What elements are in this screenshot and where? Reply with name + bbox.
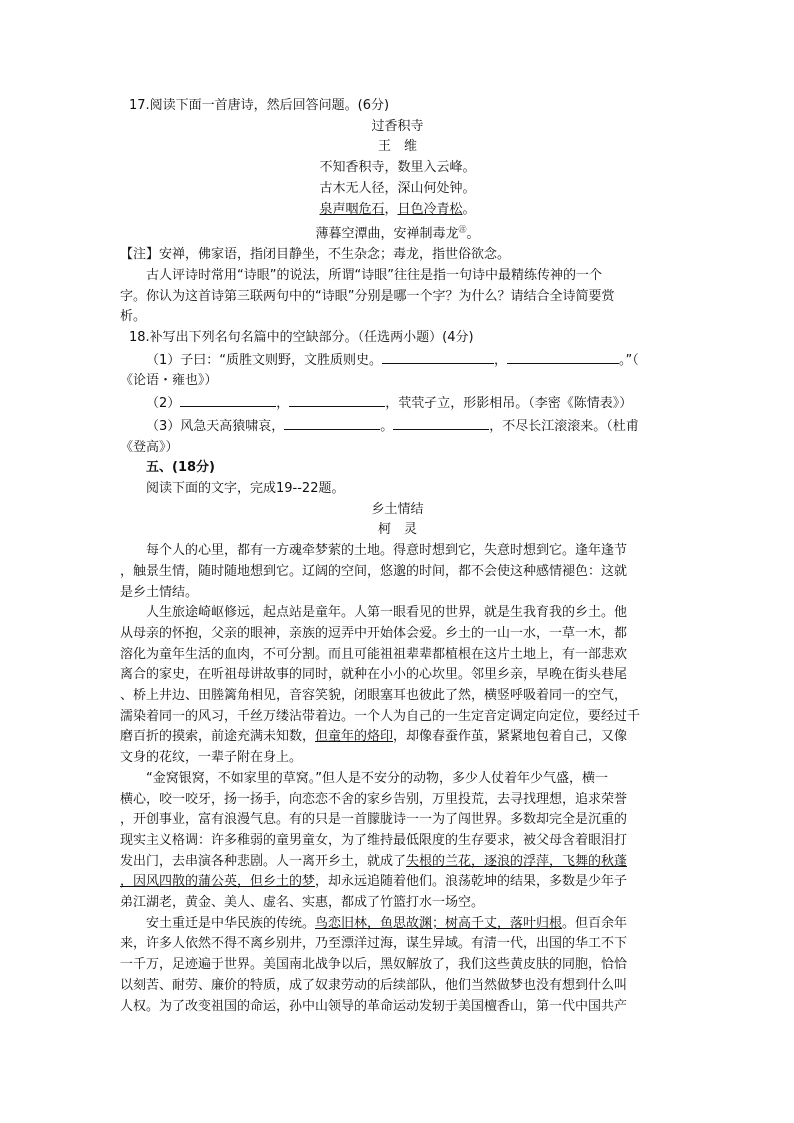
essay-line: 人权。为了改变祖国的命运，孙中山领导的革命运动发轫于美国檀香山，第一代中国共产	[120, 998, 628, 1014]
q18-item-2	[120, 392, 675, 415]
q18-item-1-source: 《论语・雍也》）	[120, 373, 218, 389]
essay-line: 弟江湖老，黄金、美人、虚名、实惠，都成了竹篮打水一场空。	[120, 895, 485, 911]
q17-question: 析。	[120, 309, 147, 325]
essay-line: 离合的家史，在听祖母讲故事的同时，就种在小小的心坎里。邻里乡亲，早晚在街头巷尾	[120, 667, 628, 683]
item-text: 。”（	[619, 352, 639, 368]
essay-title: 乡土情结	[371, 501, 424, 517]
essay-line: ，触景生情，随时随地想到它。辽阔的空间，悠邈的时间，都不会使这种感情褪色：这就	[120, 563, 628, 579]
q18-heading: 18.补写出下列名句名篇中的空缺部分。（任选两小题）(4分)	[129, 330, 474, 346]
q17-question: 古人评诗时常用“诗眼”的说法，所谓“诗眼”往往是指一句诗中最精练传神的一个	[146, 267, 602, 283]
poem-line: 古木无人径，深山何处钟。	[319, 180, 476, 196]
essay-line: 文身的花纹，一辈子附在身上。	[120, 750, 303, 766]
essay-line: 每个人的心里，都有一方魂牵梦萦的土地。得意时想到它，失意时想到它。逢年逢节	[146, 543, 628, 559]
essay-line: 是乡土情结。	[120, 584, 199, 600]
item-text: （2）	[146, 396, 181, 412]
poem-note: 【注】安禅，佛家语，指闭目静坐，不生杂念；毒龙，指世俗欲念。	[120, 247, 511, 263]
answer-blank[interactable]	[507, 349, 619, 364]
punctuation: ，	[276, 396, 290, 412]
underlined-phrase: 但童年的烙印	[315, 729, 394, 745]
essay-line: “金窝银窝，不如家里的草窝。”但人是不安分的动物，多少人仗着年少气盛，横一	[146, 770, 608, 786]
q18-item-3-source: 《登高》）	[120, 439, 179, 455]
q18-item-3	[120, 415, 675, 438]
poem-line: 不知香积寺，数里入云峰。	[319, 160, 476, 176]
poem-line-4	[120, 220, 675, 245]
section-instruction: 阅读下面的文字，完成19--22题。	[146, 480, 345, 496]
punctuation: ，	[494, 352, 508, 368]
essay-line: 以刻苦、耐劳、廉价的特质，成了奴隶劳动的后续部队，他们当然做梦也没有想到什么叫	[120, 977, 628, 993]
punctuation: 。	[466, 226, 480, 242]
punctuation: 。	[380, 418, 394, 434]
essay-line: 一千万，足迹遍于世界。美国南北战争以后，黑奴解放了，我们这些黄皮肤的同胞，恰恰	[120, 957, 628, 973]
punctuation: ，	[384, 201, 398, 217]
underlined-phrase: 泉声咽危石	[319, 201, 385, 217]
essay-line	[120, 914, 675, 935]
answer-blank[interactable]	[284, 415, 380, 430]
item-text: （3）风急天高猿啸哀，	[146, 418, 285, 434]
essay-text: ，却永远追随着他们。浪荡乾坤的结果，多数是少年子	[315, 874, 628, 890]
underlined-phrase: 但乡土的梦	[250, 874, 316, 890]
essay-line: 溶化为童年生活的血肉，不可分割。而且可能祖祖辈辈都植根在这片土地上，有一部悲欢	[120, 646, 628, 662]
essay-text: 。但百余年	[562, 915, 628, 931]
essay-line	[120, 727, 675, 748]
note-marker: ㊟	[458, 225, 467, 235]
essay-line: 横心，咬一咬牙，扬一扬手，向恋恋不舍的家乡告别，万里投荒，去寻找理想，追求荣誉	[120, 791, 628, 807]
answer-blank[interactable]	[289, 392, 385, 407]
essay-line: 濡染着同一的风习，千丝万缕沾带着边。一个人为自己的一生定音定调定向定位，要经过千	[120, 708, 641, 724]
essay-line: 、桥上井边、田塍篱角相见，音容笑貌，闭眼塞耳也彼此了然，横竖呼吸着同一的空气，	[120, 688, 628, 704]
essay-line: 来，许多人依然不得不离乡别井，乃至漂洋过海，谋生异域。有清一代，出国的华工不下	[120, 936, 628, 952]
poem-line-text: 薄暮空潭曲，安禅制毒龙	[315, 226, 459, 242]
underlined-phrase: 失根的兰花，逐浪的浮萍，飞舞的秋蓬	[406, 853, 628, 869]
poem-author: 王 维	[377, 139, 417, 155]
essay-author: 柯 灵	[377, 522, 417, 538]
answer-blank[interactable]	[180, 392, 276, 407]
exam-page	[120, 96, 675, 1017]
q17-heading: 17.阅读下面一首唐诗，然后回答问题。(6分)	[129, 98, 390, 113]
item-text: ，茕茕孑立，形影相吊。（李密《陈情表》）	[385, 396, 633, 412]
essay-line: 人生旅途崎岖修远，起点站是童年。人第一眼看见的世界，就是生我育我的乡土。他	[146, 605, 628, 621]
q17-question: 字。你认为这首诗第三联两句中的“诗眼”分别是哪一个字？为什么？请结合全诗简要赏	[120, 288, 615, 304]
essay-line	[120, 872, 675, 893]
essay-text: ，却像春蚕作茧，紧紧地包着自己，又像	[393, 729, 628, 745]
essay-line: ，开创事业，富有浪漫气息。有的只是一首朦胧诗一一为了闯世界。多数却完全是沉重的	[120, 812, 628, 828]
underlined-phrase: ，因风四散的蒲公英，	[120, 874, 251, 890]
essay-text: 安土重迁是中华民族的传统。	[146, 915, 316, 931]
essay-line	[120, 852, 675, 873]
essay-line: 现实主义格调：许多稚弱的童男童女，为了维持最低限度的生存要求，被父母含着眼泪打	[120, 832, 628, 848]
underlined-phrase: 鸟恋旧林，鱼思故渊；树高千丈，落叶归根	[315, 915, 563, 931]
punctuation: 。	[462, 201, 476, 217]
section-heading: 五、(18分)	[146, 460, 215, 476]
essay-text: 发出门，去串演各种悲剧。人一离开乡土，就成了	[120, 853, 407, 869]
item-text: ，不尽长江滚滚来。（杜甫	[489, 418, 639, 434]
poem-title: 过香积寺	[371, 118, 424, 134]
answer-blank[interactable]	[393, 415, 489, 430]
q18-item-1	[120, 349, 675, 372]
essay-line: 从母亲的怀抱，父亲的眼神，亲族的逗弄中开始体会爱。乡土的一山一水，一草一木，都	[120, 625, 628, 641]
essay-text: 磨百折的摸索，前途充满未知数，	[120, 729, 316, 745]
answer-blank[interactable]	[382, 349, 494, 364]
underlined-phrase: 日色冷青松	[397, 201, 463, 217]
poem-line-3	[120, 200, 675, 221]
item-text: （1）子曰：“质胜文则野，文胜质则史。	[146, 352, 383, 368]
